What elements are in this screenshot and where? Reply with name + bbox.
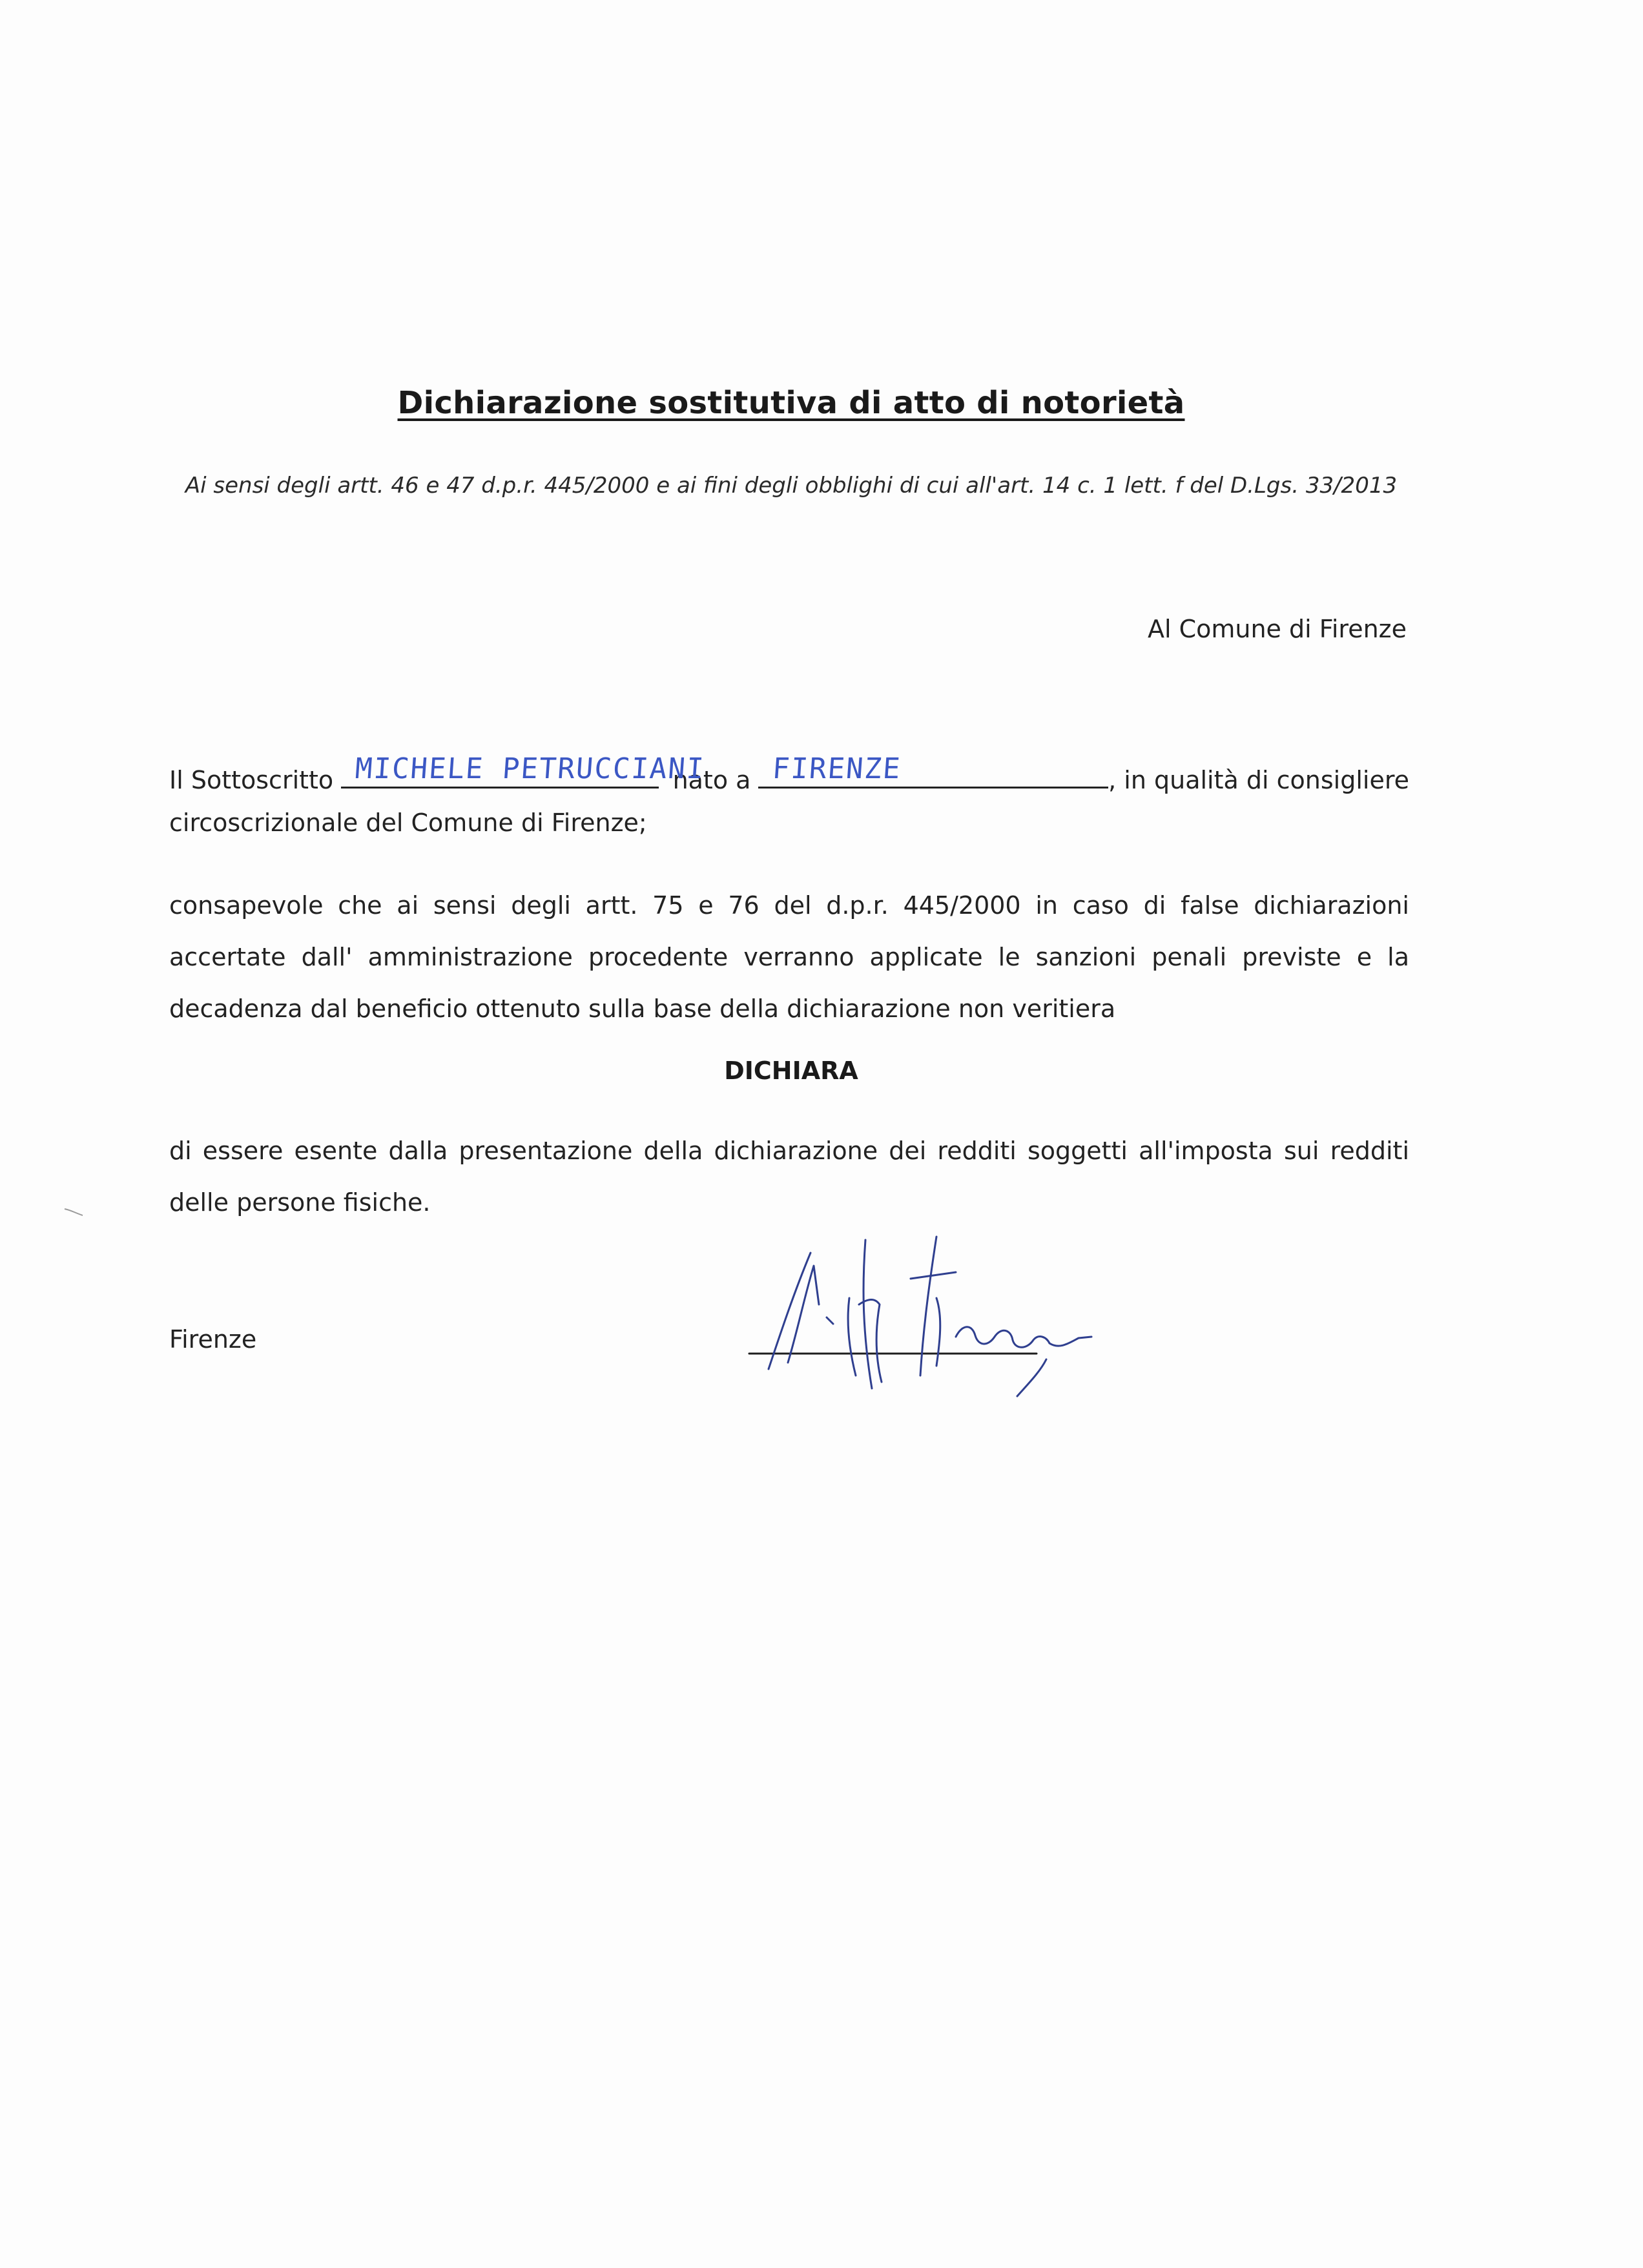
role-continuation: circoscrizionale del Comune di Firenze; [169, 809, 647, 837]
handwritten-signature [743, 1227, 1104, 1408]
birthplace-field [758, 752, 1108, 789]
place-label: Firenze [169, 1325, 257, 1354]
undersigned-label: Il Sottoscritto [169, 766, 334, 794]
handwritten-name: MICHELE PETRUCCIANI [354, 752, 707, 785]
legal-reference-subtitle: Ai sensi degli artt. 46 e 47 d.p.r. 445/2000 e ai fini degli obblighi di cui all'art. 14 c. 1 lett. f del D.Lgs. 33/2013 [185, 473, 1398, 499]
recipient-line: Al Comune di Firenze [1147, 615, 1407, 643]
handwritten-birthplace: FIRENZE [771, 752, 903, 785]
awareness-paragraph: consapevole che ai sensi degli artt. 75 e 76 del d.p.r. 445/2000 in caso di false dichiarazioni accertate dall' amministrazione procedente verranno applicate le sanzioni penali previste e la decadenza dal beneficio ottenuto sulla base della dichiarazione non veritiera [169, 891, 1409, 1023]
name-field [341, 752, 707, 789]
document-title: Dichiarazione sostitutiva di atto di notorietà [397, 385, 1185, 421]
declarant-line [169, 752, 1409, 794]
declaration-paragraph: di essere esente dalla presentazione della dichiarazione dei redditi soggetti all'imposta sui redditi delle persone fisiche. [169, 1137, 1409, 1217]
role-text: , in qualità di consigliere [1108, 766, 1409, 794]
born-label: nato a [672, 766, 751, 794]
declares-heading: DICHIARA [724, 1057, 858, 1085]
scan-mark [62, 1205, 88, 1218]
